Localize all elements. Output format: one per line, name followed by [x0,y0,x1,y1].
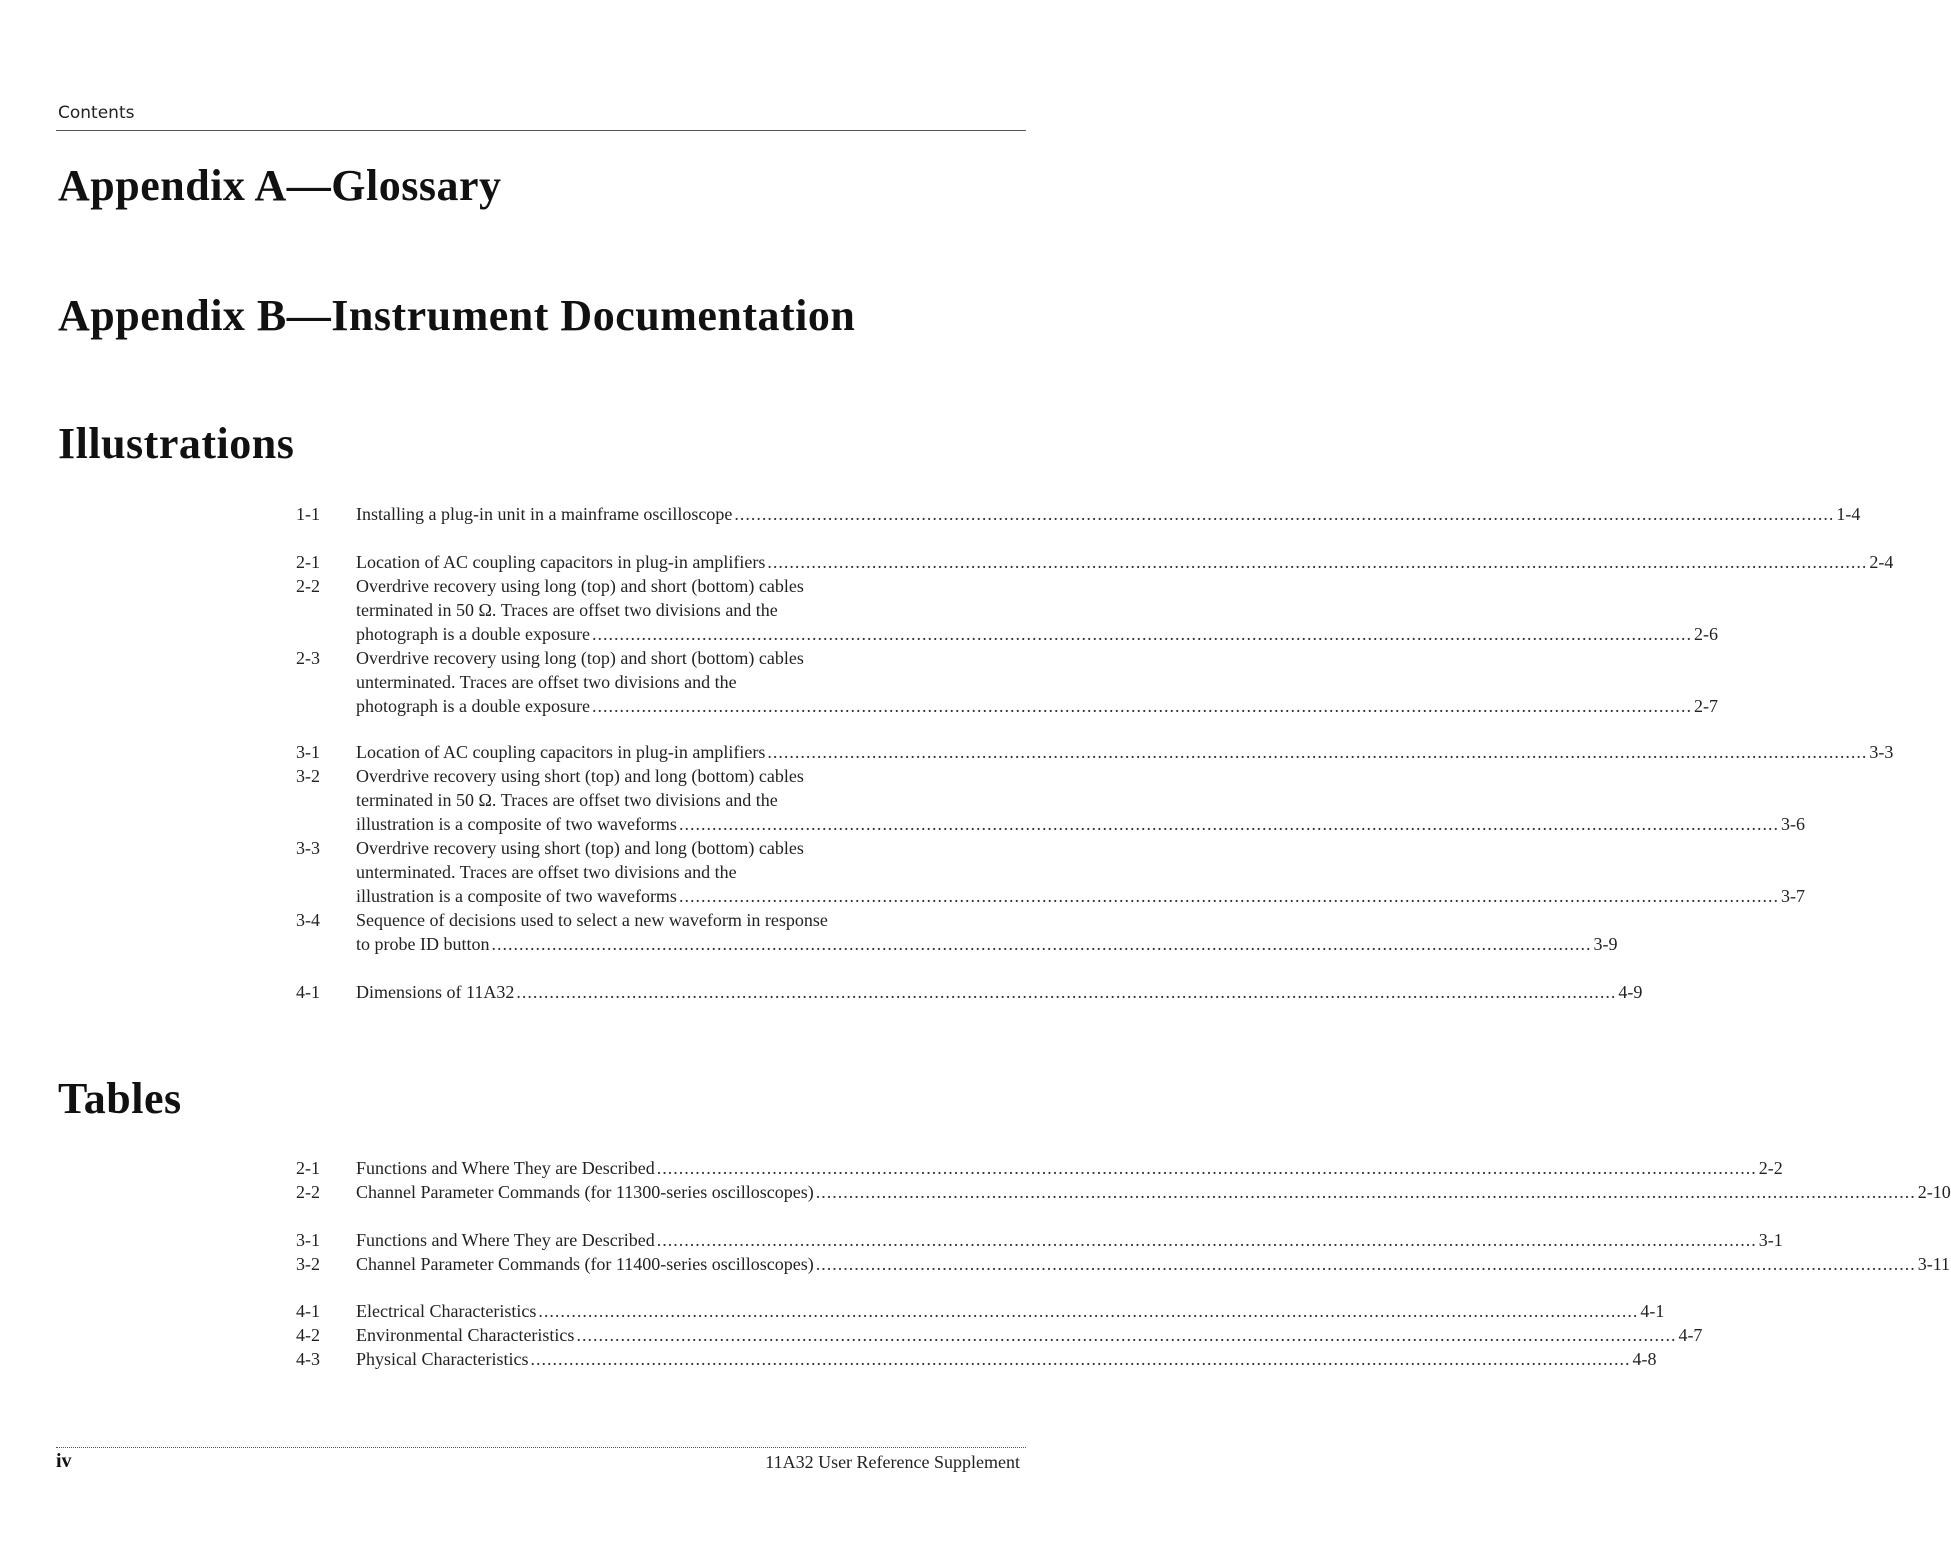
toc-entry-last-line [356,812,1805,836]
toc-entry-line: Overdrive recovery using short (top) and long (bottom) cables [356,766,804,786]
dot-leader: ........................................................................................................................................................................................................ [516,982,1617,1002]
toc-entry-page: 2-6 [1693,624,1718,644]
footer-page-number: iv [56,1450,72,1472]
toc-entry-page: 4-7 [1678,1325,1703,1345]
toc-entry-line: to probe ID button [356,934,490,954]
toc-entry-line: Location of AC coupling capacitors in plug-in amplifiers [356,552,766,572]
toc-entry-page: 4-9 [1618,982,1643,1002]
toc-entry-number: 2-2 [296,1182,320,1202]
dot-leader: ........................................................................................................................................................................................................ [678,886,1779,906]
dot-leader: ........................................................................................................................................................................................................ [591,624,1692,644]
toc-entry-text [356,1252,1951,1276]
toc-entry-line: illustration is a composite of two waveforms [356,814,677,834]
dot-leader: ........................................................................................................................................................................................................ [767,742,1868,762]
dot-leader: ........................................................................................................................................................................................................ [538,1301,1639,1321]
toc-entry-last-line [356,1180,1951,1204]
toc-entry-line: Channel Parameter Commands (for 11300-series oscilloscopes) [356,1182,814,1202]
toc-entry-line: photograph is a double exposure [356,624,590,644]
toc-entry-text [356,1180,1951,1204]
footer-document-title: 11A32 User Reference Supplement [765,1452,1020,1472]
heading-illustrations: Illustrations [58,419,295,468]
toc-entry-last-line [356,1347,1657,1371]
toc-entry-last-line [356,1228,1783,1252]
toc-entry-text [356,646,1718,718]
toc-entry-number: 2-3 [296,648,320,668]
toc-entry-page: 2-4 [1869,552,1894,572]
toc-entry-last-line [356,1299,1665,1323]
toc-entry-number: 3-2 [296,766,320,786]
toc-entry-line: terminated in 50 Ω. Traces are offset two divisions and the [356,790,778,810]
toc-entry-line: Sequence of decisions used to select a new waveform in response [356,910,828,930]
dot-leader: ........................................................................................................................................................................................................ [815,1254,1916,1274]
heading-tables: Tables [58,1074,182,1123]
toc-entry-line: unterminated. Traces are offset two divisions and the [356,862,737,882]
toc-entry-text [356,1228,1783,1252]
toc-entry-number: 3-1 [296,742,320,762]
toc-entry-page: 4-8 [1632,1349,1657,1369]
toc-entry-text [356,574,1718,646]
toc-entry-number: 4-1 [296,1301,320,1321]
toc-entry-page: 3-7 [1780,886,1805,906]
toc-entry-text [356,740,1894,764]
toc-entry-line: Installing a plug-in unit in a mainframe oscilloscope [356,504,733,524]
toc-entry-number: 4-1 [296,982,320,1002]
dot-leader: ........................................................................................................................................................................................................ [767,552,1868,572]
toc-entry-last-line [356,1252,1951,1276]
toc-entry-text [356,550,1894,574]
toc-entry-number: 3-1 [296,1230,320,1250]
dot-leader: ........................................................................................................................................................................................................ [815,1182,1916,1202]
toc-entry-last-line [356,932,1618,956]
toc-entry-last-line [356,694,1718,718]
toc-entry-text [356,1347,1657,1371]
header-rule [56,130,1026,131]
dot-leader: ........................................................................................................................................................................................................ [576,1325,1677,1345]
toc-entry-line: Environmental Characteristics [356,1325,575,1345]
toc-entry-number: 3-2 [296,1254,320,1274]
toc-entry-line: Electrical Characteristics [356,1301,537,1321]
toc-entry-last-line [356,884,1805,908]
toc-entry-page: 3-3 [1869,742,1894,762]
toc-entry-line: Functions and Where They are Described [356,1230,655,1250]
toc-entry-line: Physical Characteristics [356,1349,529,1369]
dot-leader: ........................................................................................................................................................................................................ [656,1230,1757,1250]
toc-entry-line: Overdrive recovery using long (top) and short (bottom) cables [356,576,804,596]
dot-leader: ........................................................................................................................................................................................................ [734,504,1835,524]
toc-entry-last-line [356,622,1718,646]
toc-entry-last-line [356,1323,1703,1347]
toc-entry-last-line [356,550,1894,574]
toc-entry-line: Dimensions of 11A32 [356,982,515,1002]
toc-entry-line: photograph is a double exposure [356,696,590,716]
toc-entry-page: 3-1 [1758,1230,1783,1250]
toc-entry-line: terminated in 50 Ω. Traces are offset two divisions and the [356,600,778,620]
toc-entry-page: 1-4 [1836,504,1861,524]
toc-entry-line: Overdrive recovery using short (top) and long (bottom) cables [356,838,804,858]
toc-entry-line: Functions and Where They are Described [356,1158,655,1178]
running-title: Contents [58,103,135,123]
toc-entry-text [356,980,1643,1004]
toc-entry-last-line [356,980,1643,1004]
footer-rule [56,1447,1026,1448]
toc-entry-number: 2-1 [296,1158,320,1178]
dot-leader: ........................................................................................................................................................................................................ [530,1349,1631,1369]
toc-entry-page: 3-9 [1593,934,1618,954]
toc-entry-text [356,908,1618,956]
toc-entry-number: 2-1 [296,552,320,572]
toc-entry-page: 2-2 [1758,1158,1783,1178]
toc-entry-number: 3-3 [296,838,320,858]
toc-entry-number: 2-2 [296,576,320,596]
toc-entry-page: 4-1 [1640,1301,1665,1321]
toc-entry-text [356,502,1861,526]
toc-entry-page: 2-10 [1917,1182,1951,1202]
toc-entry-text [356,1156,1783,1180]
toc-entry-number: 4-2 [296,1325,320,1345]
dot-leader: ........................................................................................................................................................................................................ [656,1158,1757,1178]
dot-leader: ........................................................................................................................................................................................................ [678,814,1779,834]
toc-entry-line: illustration is a composite of two waveforms [356,886,677,906]
toc-entry-last-line [356,1156,1783,1180]
toc-entry-page: 3-6 [1780,814,1805,834]
dot-leader: ........................................................................................................................................................................................................ [591,696,1692,716]
toc-entry-page: 3-11 [1917,1254,1951,1274]
toc-entry-line: Overdrive recovery using long (top) and short (bottom) cables [356,648,804,668]
heading-appendix-b: Appendix B—Instrument Documentation [58,291,856,340]
toc-entry-text [356,836,1805,908]
toc-entry-line: unterminated. Traces are offset two divisions and the [356,672,737,692]
toc-entry-text [356,1299,1665,1323]
toc-entry-last-line [356,740,1894,764]
toc-entry-text [356,764,1805,836]
heading-appendix-a: Appendix A—Glossary [58,161,502,210]
toc-entry-number: 3-4 [296,910,320,930]
toc-entry-line: Location of AC coupling capacitors in plug-in amplifiers [356,742,766,762]
toc-entry-number: 4-3 [296,1349,320,1369]
toc-entry-last-line [356,502,1861,526]
toc-entry-text [356,1323,1703,1347]
toc-entry-page: 2-7 [1693,696,1718,716]
toc-entry-line: Channel Parameter Commands (for 11400-series oscilloscopes) [356,1254,814,1274]
toc-entry-number: 1-1 [296,504,320,524]
dot-leader: ........................................................................................................................................................................................................ [491,934,1592,954]
